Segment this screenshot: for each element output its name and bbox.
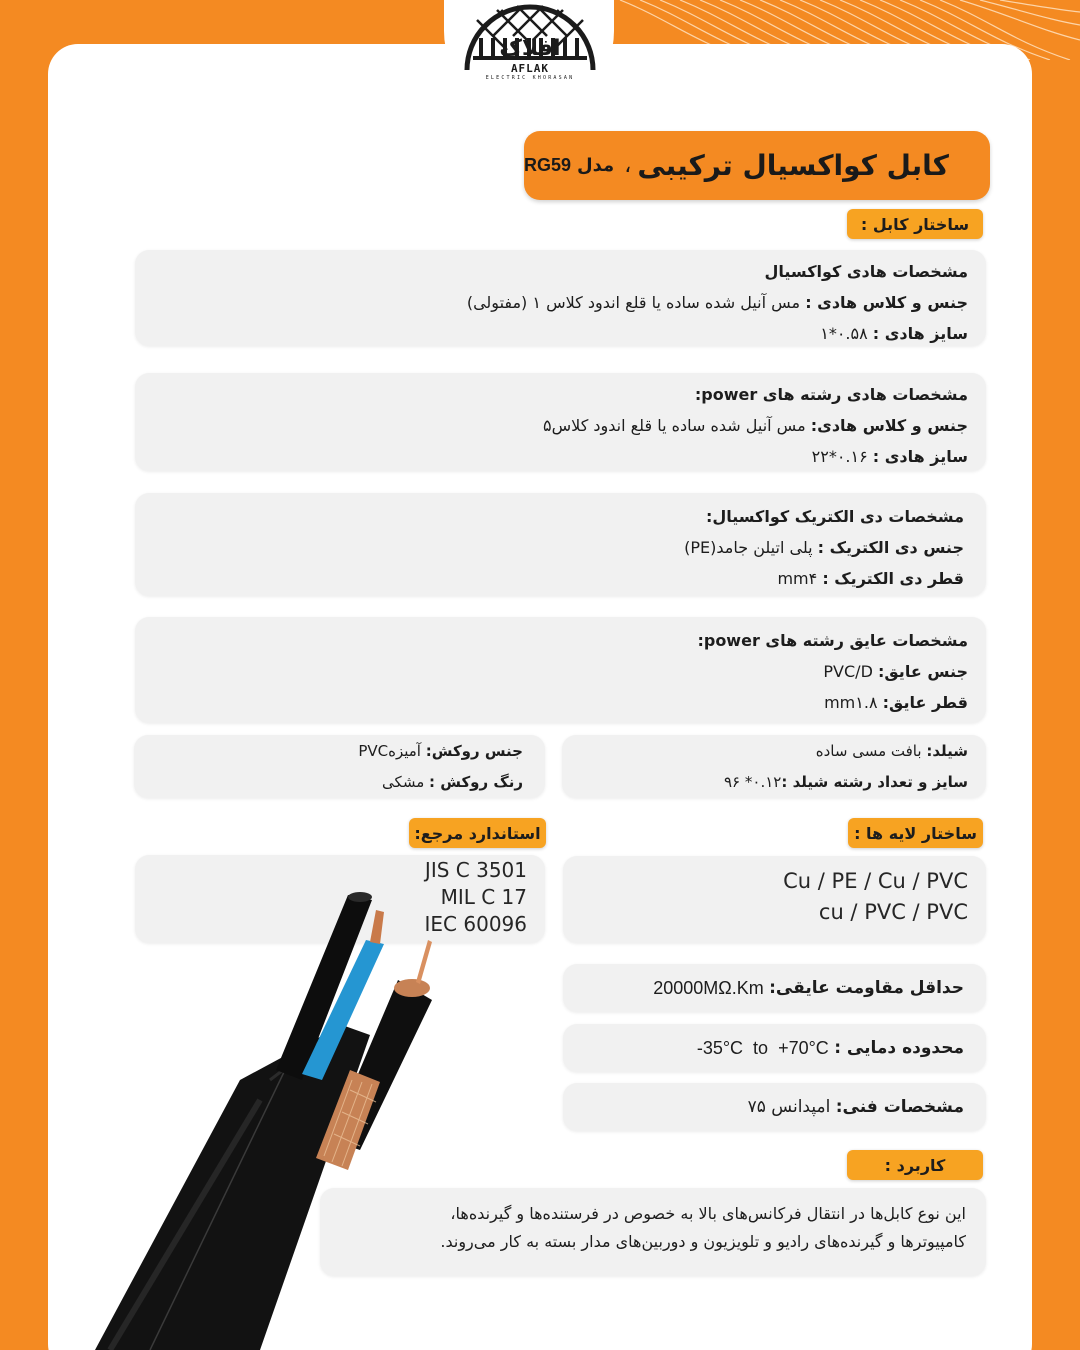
power-conductor-box (135, 373, 986, 471)
sheath-material-value: آمیزهPVC (358, 742, 421, 760)
insulation-diameter-label: قطر عایق: (882, 693, 968, 712)
sheath-material-label: جنس روکش: (425, 742, 523, 760)
shield-type-value: بافت مسی ساده (815, 742, 922, 760)
insulation-diameter-value: mm۱.۸ (824, 693, 878, 712)
coax-conductor-box (135, 250, 986, 346)
usage-line: این نوع کابل‌ها در انتقال فرکانس‌های بالا به خصوص در فرستنده‌ها و گیرنده‌ها، (450, 1204, 966, 1223)
power-material-value: مس آنیل شده ساده یا قلع اندود کلاس۵ (543, 416, 806, 435)
coax-material-label: جنس و کلاس هادی : (805, 293, 968, 312)
standards-label: استاندارد مرجع: (409, 818, 546, 848)
standard-item: IEC 60096 (424, 912, 527, 936)
temperature-label: محدوده دمایی : (834, 1038, 964, 1058)
dielectric-material-label: جنس دی الکتریک : (817, 538, 964, 557)
logo-text-en: AFLAK (510, 62, 550, 75)
power-material-label: جنس و کلاس هادی: (810, 416, 968, 435)
shield-size-label: سایز و تعداد رشته شیلد : (781, 773, 968, 791)
coax-size-value: ۰.۵۸*۱ (820, 324, 868, 343)
technical-value: امپدانس ۷۵ (747, 1097, 831, 1117)
power-size-value: ۰.۱۶*۲۲ (811, 447, 868, 466)
dielectric-box (135, 493, 986, 596)
power-size-label: سایز هادی : (872, 447, 968, 466)
usage-label: کاربرد : (847, 1150, 983, 1180)
dielectric-heading: مشخصات دی الکتریک کواکسیال: (705, 507, 964, 526)
insulation-material-value: PVC/D (823, 662, 873, 681)
technical-box (563, 1083, 986, 1131)
title-model: RG59 (524, 155, 572, 175)
cable-product-image (80, 870, 460, 1350)
dielectric-diameter-label: قطر دی الکتریک : (822, 569, 964, 588)
page-title (524, 131, 990, 200)
temperature-box (563, 1024, 986, 1072)
logo-subtitle: ELECTRIC KHORASAN (485, 75, 575, 81)
resistance-label: حداقل مقاومت عایقی: (769, 978, 964, 998)
standard-item: MIL C 17 (440, 885, 527, 909)
coax-material-value: مس آنیل شده ساده یا قلع اندود کلاس ۱ (مفتولی) (466, 293, 801, 312)
title-separator: ، (624, 153, 632, 178)
shield-type-label: شیلد: (926, 742, 968, 760)
logo-text-fa: افلاک (499, 36, 561, 61)
sheath-color-label: رنگ روکش : (429, 773, 523, 791)
technical-label: مشخصات فنی: (835, 1097, 964, 1117)
cable-structure-label: ساختار کابل : (847, 209, 983, 239)
insulation-resistance-box (563, 964, 986, 1012)
layer-item: cu / PVC / PVC (818, 900, 968, 924)
insulation-heading: مشخصات عایق رشته های power: (697, 631, 968, 650)
layer-item: Cu / PE / Cu / PVC (783, 869, 968, 893)
standard-item: JIS C 3501 (424, 858, 527, 882)
power-conductor-heading: مشخصات هادی رشته های power: (694, 385, 968, 404)
shield-box (562, 735, 986, 798)
coax-size-label: سایز هادی : (872, 324, 968, 343)
temperature-value: -35°C to +70°C (696, 1037, 829, 1058)
title-main: کابل کواکسیال ترکیبی (637, 149, 949, 182)
insulation-material-label: جنس عایق: (877, 662, 968, 681)
shield-size-value: ۰.۱۲* ۹۶ (723, 773, 782, 791)
brand-logo (455, 0, 605, 110)
title-model-label: مدل (577, 155, 615, 176)
resistance-value: 20000MΩ.Km (653, 977, 764, 998)
sheath-box (134, 735, 545, 798)
layers-label: ساختار لایه ها : (848, 818, 983, 848)
coax-conductor-heading: مشخصات هادی کواکسیال (764, 262, 968, 281)
sheath-color-value: مشکی (382, 773, 425, 791)
dielectric-material-value: پلی اتیلن جامد(PE) (684, 538, 813, 557)
dielectric-diameter-value: mm۴ (777, 569, 818, 588)
power-insulation-box (135, 617, 986, 723)
usage-line: کامپیوترها و گیرنده‌های رادیو و تلویزیون و دوربین‌های مدار بسته به کار می‌روند. (440, 1232, 966, 1251)
layers-box (563, 856, 986, 943)
